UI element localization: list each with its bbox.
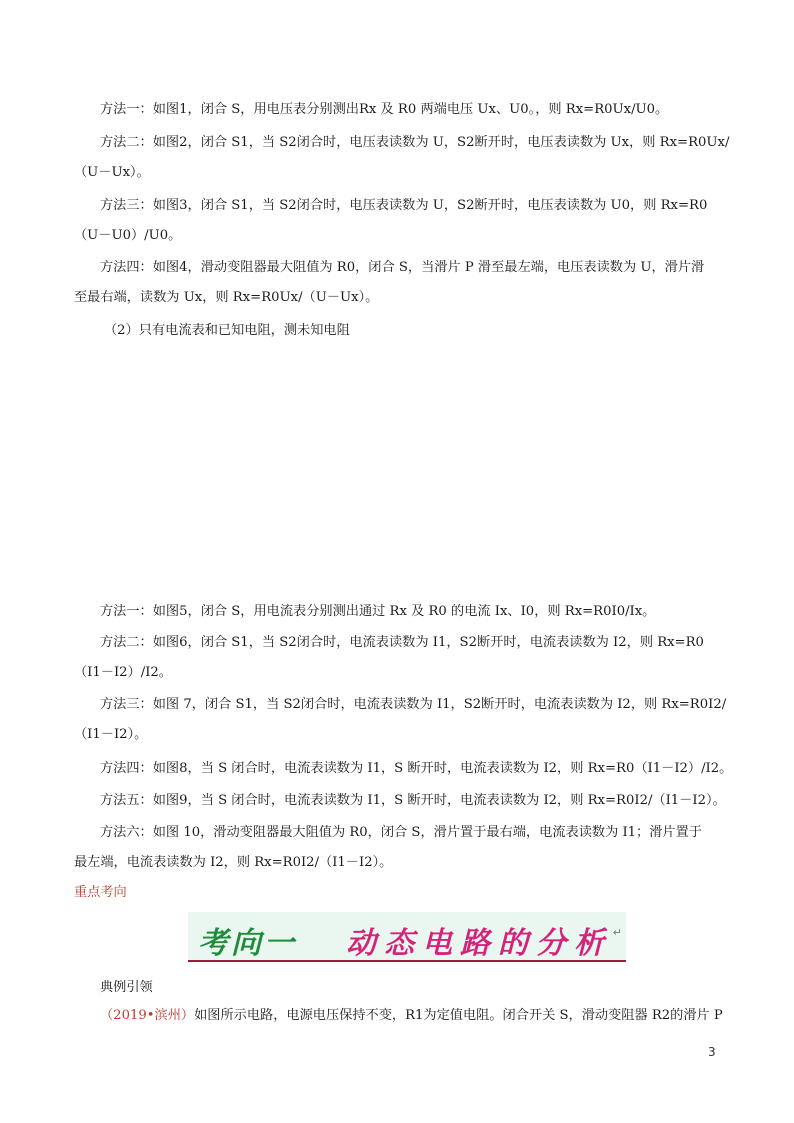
example-question xyxy=(100,1006,750,1026)
ammeter-method-6-line1: 方法六：如图 10，滑动变阻器最大阻值为 R0，闭合 S，滑片置于最右端，电流表读数为 I1；滑片置于 xyxy=(100,825,702,840)
example-label: 典例引领 xyxy=(100,980,153,995)
voltmeter-method-3-line1: 方法三：如图3，闭合 S1，当 S2闭合时，电压表读数为 U，S2断开时，电压表读数为 U0，则 Rx=R0 xyxy=(100,198,708,213)
section-2-heading: （2）只有电流表和已知电阻，测未知电阻 xyxy=(104,323,350,338)
ammeter-method-4: 方法四：如图8，当 S 闭合时，电流表读数为 I1，S 断开时，电流表读数为 I2，则 Rx=R0（I1－I2）/I2。 xyxy=(100,761,733,776)
voltmeter-method-4-line2: 至最右端，读数为 Ux，则 Rx=R0Ux/（U－Ux）。 xyxy=(74,290,379,305)
banner-topic-number: 考向一 xyxy=(198,926,297,961)
voltmeter-method-4-line1: 方法四：如图4，滑动变阻器最大阻值为 R0，闭合 S，当滑片 P 滑至最左端，电压表读数为 U，滑片滑 xyxy=(100,260,705,275)
ammeter-method-5: 方法五：如图9，当 S 闭合时，电流表读数为 I1，S 断开时，电流表读数为 I2，则 Rx=R0I2/（I1－I2）。 xyxy=(100,793,726,808)
voltmeter-method-3-line2: （U－U0）/U0。 xyxy=(74,228,182,243)
voltmeter-method-2-line2: （U－Ux）。 xyxy=(74,165,150,180)
ammeter-method-6-line2: 最左端，电流表读数为 I2，则 Rx=R0I2/（I1－I2）。 xyxy=(74,855,393,870)
ammeter-method-3-line2: （I1－I2）。 xyxy=(74,727,148,742)
return-mark-icon: ↵ xyxy=(612,926,622,939)
ammeter-method-1: 方法一：如图5，闭合 S，用电流表分别测出通过 Rx 及 R0 的电流 Ix、I0，则 Rx=R0I0/Ix。 xyxy=(100,604,656,619)
voltmeter-method-2-line1: 方法二：如图2，闭合 S1，当 S2闭合时，电压表读数为 U，S2断开时，电压表读数为 Ux，则 Rx=R0Ux/ xyxy=(100,135,730,150)
ammeter-method-2-line1: 方法二：如图6，闭合 S1，当 S2闭合时，电流表读数为 I1，S2断开时，电流表读数为 I2，则 Rx=R0 xyxy=(100,635,704,650)
example-text: 如图所示电路，电源电压保持不变，R1为定值电阻。闭合开关 S，滑动变阻器 R2的滑片 P xyxy=(194,1008,723,1023)
ammeter-method-2-line2: （I1－I2）/I2。 xyxy=(74,665,172,680)
example-source: （2019•滨州） xyxy=(100,1008,195,1023)
topic-banner-box xyxy=(188,912,626,962)
topic-banner xyxy=(182,912,634,964)
page-number: 3 xyxy=(708,1045,716,1059)
banner-topic-title: 动态电路的分析 xyxy=(346,926,612,961)
ammeter-method-3-line1: 方法三：如图 7，闭合 S1，当 S2闭合时，电流表读数为 I1，S2断开时，电流表读数为 I2，则 Rx=R0I2/ xyxy=(100,697,727,712)
key-directions-heading: 重点考向 xyxy=(74,885,127,900)
voltmeter-method-1: 方法一：如图1，闭合 S，用电压表分别测出Rx 及 R0 两端电压 Ux、U0。，则 Rx=R0Ux/U0。 xyxy=(100,102,669,117)
